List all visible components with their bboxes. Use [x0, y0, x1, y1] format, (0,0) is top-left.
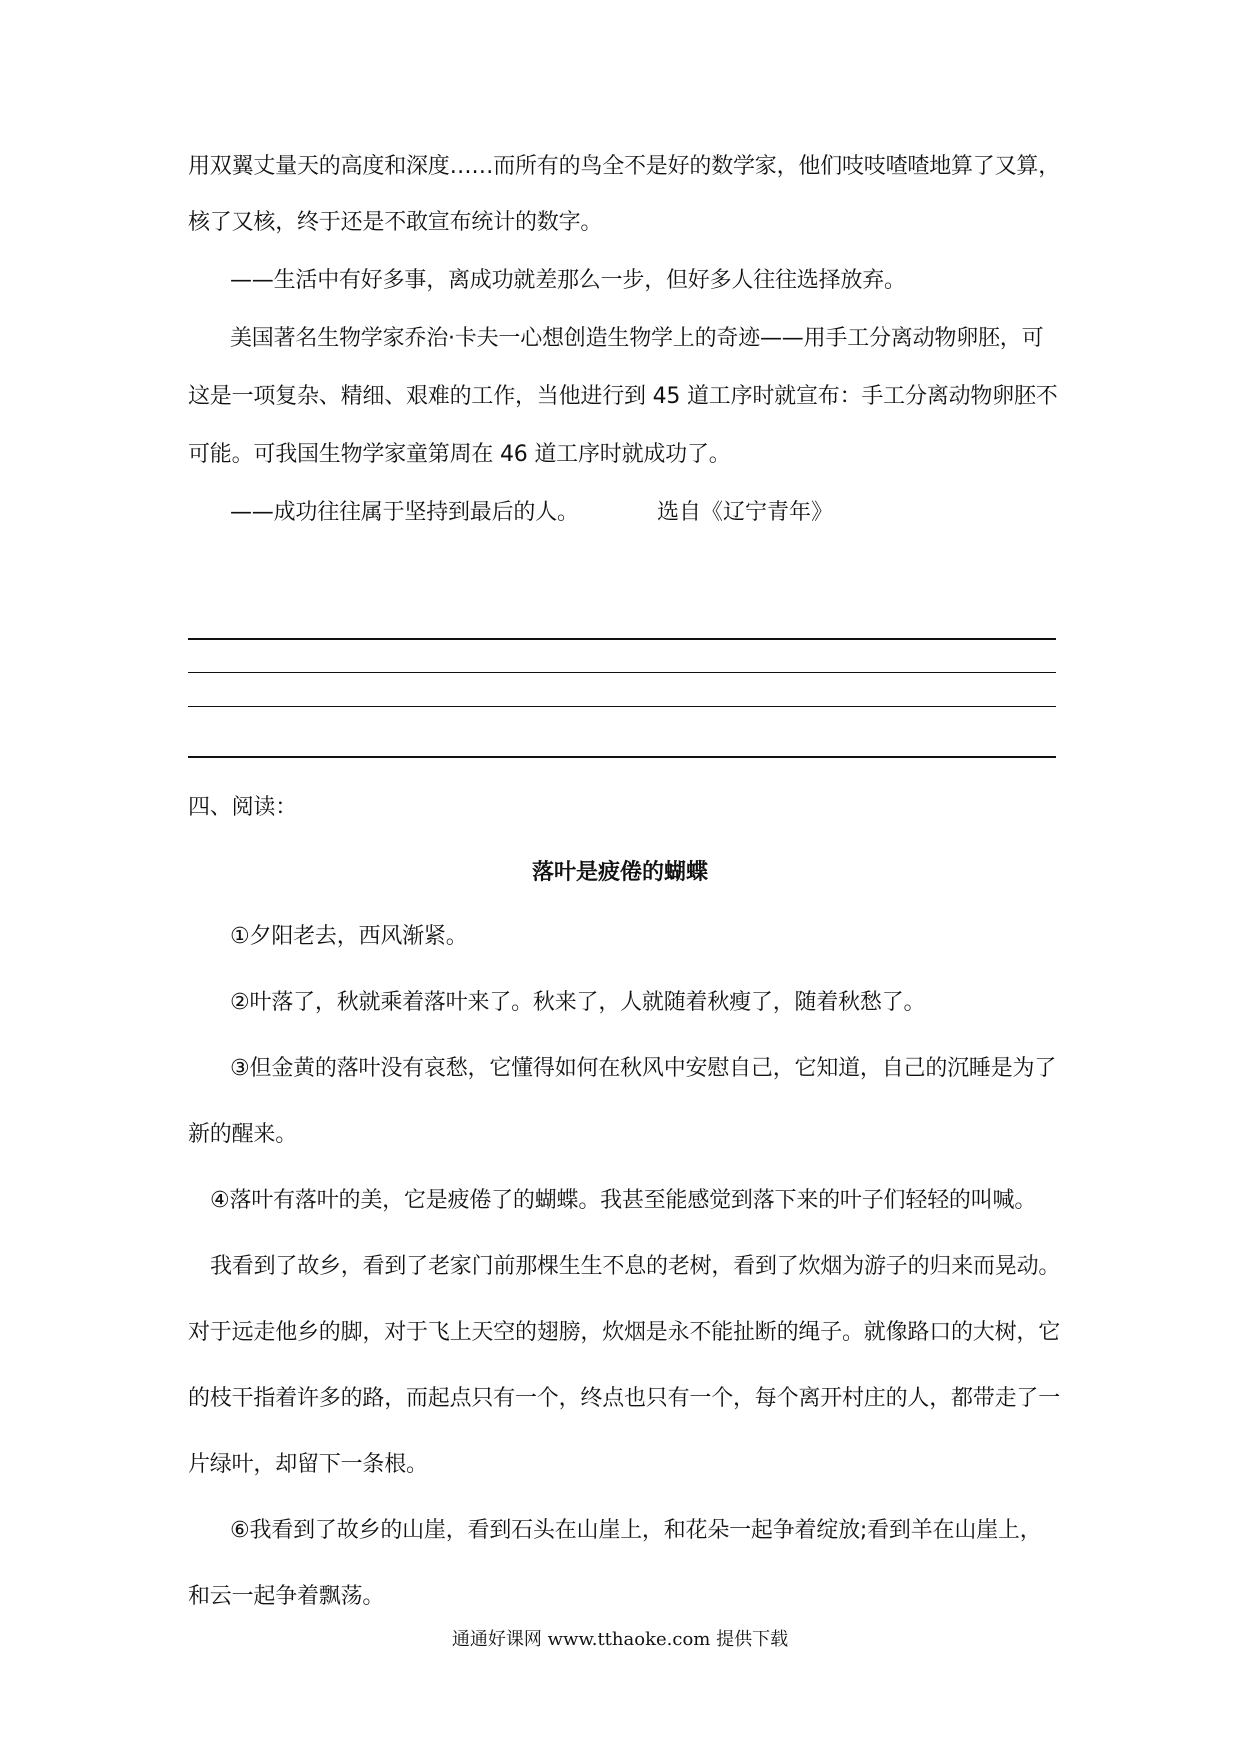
article-paragraph: ④落叶有落叶的美，它是疲倦了的蝴蝶。我甚至能感觉到落下来的叶子们轻轻的叫喊。	[210, 1188, 1037, 1213]
article-line: 新的醒来。	[188, 1122, 298, 1147]
passage-line: 美国著名生物学家乔治·卡夫一心想创造生物学上的奇迹——用手工分离动物卵胚，可	[230, 326, 1044, 351]
article-paragraph: ①夕阳老去，西风渐紧。	[230, 924, 468, 949]
answer-line	[188, 638, 1056, 640]
article-line: 的枝干指着许多的路，而起点只有一个，终点也只有一个，每个离开村庄的人，都带走了一	[188, 1386, 1061, 1411]
article-paragraph: ②叶落了，秋就乘着落叶来了。秋来了，人就随着秋瘦了，随着秋愁了。	[230, 990, 926, 1015]
source-citation: 选自《辽宁青年》	[657, 500, 834, 525]
passage-paragraph: ——成功往往属于坚持到最后的人。	[230, 500, 579, 525]
passage-line: 用双翼丈量天的高度和深度……而所有的鸟全不是好的数学家，他们吱吱喳喳地算了又算，	[188, 154, 1061, 179]
article-line: ③但金黄的落叶没有哀愁，它懂得如何在秋风中安慰自己，它知道，自己的沉睡是为了	[230, 1056, 1057, 1081]
article-line: 对于远走他乡的脚，对于飞上天空的翅膀，炊烟是永不能扯断的绳子。就像路口的大树，它	[188, 1320, 1061, 1345]
passage-line: 这是一项复杂、精细、艰难的工作，当他进行到 45 道工序时就宣布：手工分离动物卵胚不	[188, 384, 1058, 409]
section-heading: 四、阅读：	[188, 795, 298, 820]
article-title: 落叶是疲倦的蝴蝶	[531, 860, 708, 885]
passage-line: 核了又核，终于还是不敢宣布统计的数字。	[188, 210, 603, 235]
answer-line	[188, 756, 1056, 758]
article-line: 和云一起争着飘荡。	[188, 1584, 385, 1609]
article-line: ⑥我看到了故乡的山崖，看到石头在山崖上，和花朵一起争着绽放;看到羊在山崖上，	[230, 1518, 1042, 1543]
article-line: 我看到了故乡，看到了老家门前那棵生生不息的老树，看到了炊烟为游子的归来而晃动。	[210, 1254, 1061, 1279]
answer-line	[188, 672, 1056, 673]
passage-paragraph: ——生活中有好多事，离成功就差那么一步，但好多人往往选择放弃。	[230, 268, 906, 293]
answer-line	[188, 706, 1056, 707]
page-footer: 通通好课网 www.tthaoke.com 提供下载	[451, 1629, 789, 1650]
passage-line: 可能。可我国生物学家童第周在 46 道工序时就成功了。	[188, 442, 731, 467]
article-line: 片绿叶，却留下一条根。	[188, 1452, 428, 1477]
